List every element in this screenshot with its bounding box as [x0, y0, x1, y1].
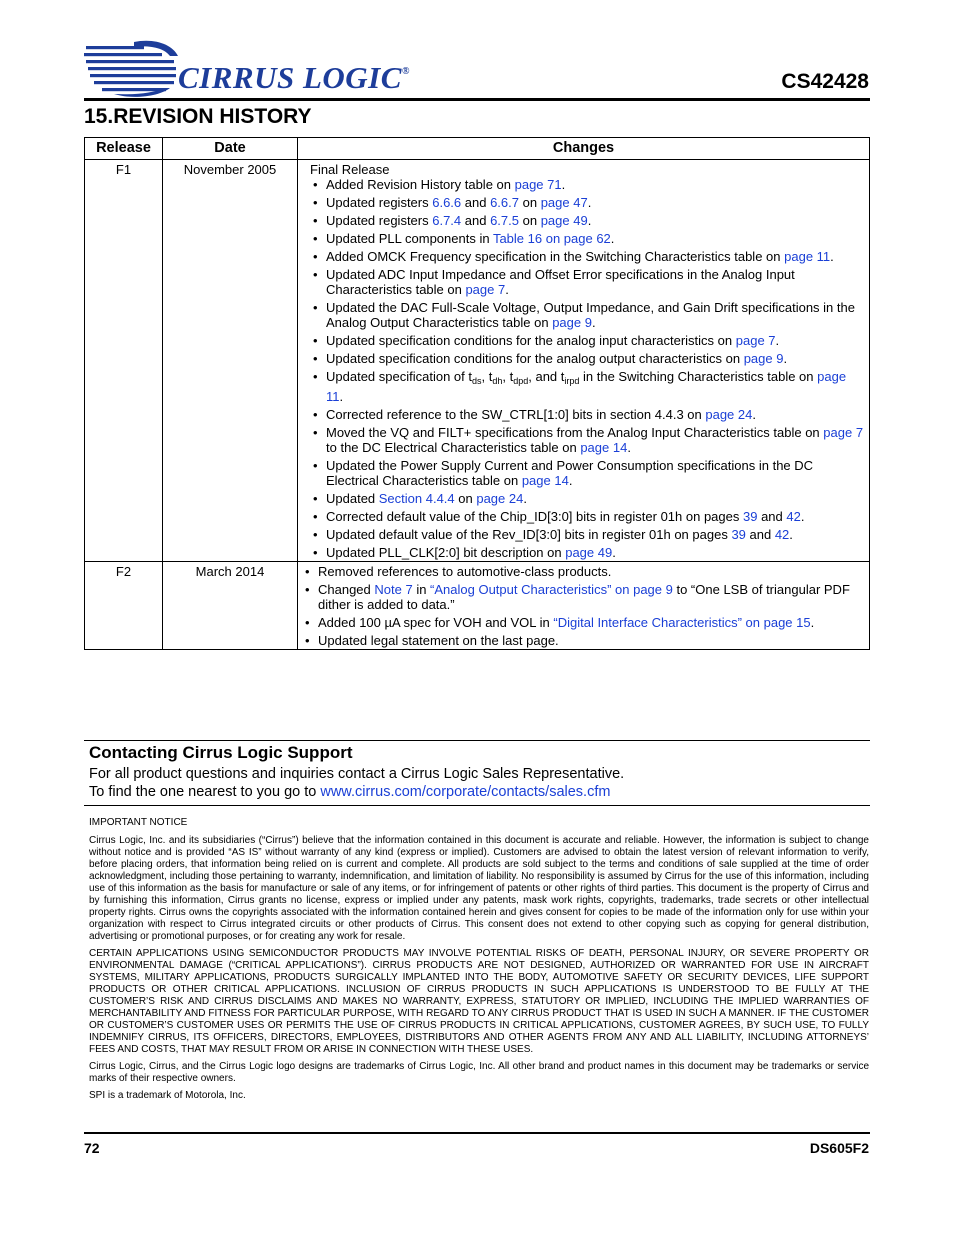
- date-cell: March 2014: [163, 562, 298, 650]
- change-item: • Updated PLL components in Table 16 on page 62.: [310, 231, 865, 246]
- col-header-release: Release: [85, 138, 163, 160]
- release-cell: F1: [85, 160, 163, 562]
- page-link[interactable]: page 71: [514, 177, 562, 192]
- section-link[interactable]: Section 4.4.4: [378, 491, 455, 506]
- change-item: • Removed references to automotive-class products.: [302, 564, 865, 579]
- legal-paragraph: CERTAIN APPLICATIONS USING SEMICONDUCTOR PRODUCTS MAY INVOLVE POTENTIAL RISKS OF DEATH, PERSONAL INJURY, OR SEVERE PROPERTY OR ENVIRONMENTAL DAMAGE (“CRITICAL APPLICATIONS”). CIRRUS PRODUCTS ARE NOT DESIGNED, AUTHORIZED OR WARRANTED FOR USE IN AIRCRAFT SYSTEMS, MILITARY APPLICATIONS, PRODUCTS SURGICALLY IMPLANTED INTO THE BODY, AUTOMOTIVE SAFETY OR SECURITY DEVICES, LIFE SUPPORT PRODUCTS OR OTHER CRITICAL APPLICATIONS. INCLUSION OF CIRRUS PRODUCTS IN SUCH APPLICATIONS IS UNDERSTOOD TO BE FULLY AT THE CUSTOMER’S RISK AND CIRRUS DISCLAIMS AND MAKES NO WARRANTY, EXPRESS, STATUTORY OR IMPLIED, INCLUDING THE IMPLIED WARRANTIES OF MERCHANTABILITY AND FITNESS FOR PARTICULAR PURPOSE, WITH REGARD TO ANY CIRRUS PRODUCT THAT IS USED IN SUCH A MANNER. IF THE CUSTOMER OR CUSTOMER’S CUSTOMER USES OR PERMITS THE USE OF CIRRUS PRODUCTS IN CRITICAL APPLICATIONS, CUSTOMER AGREES, BY SUCH USE, TO FULLY INDEMNIFY CIRRUS, ITS OFFICERS, DIRECTORS, EMPLOYEES, DISTRIBUTORS AND OTHER AGENTS FROM ANY AND ALL LIABILITY, INCLUDING ATTORNEYS’ FEES AND COSTS, THAT MAY RESULT FROM OR ARISE IN CONNECTION WITH THESE USES.: [89, 948, 869, 1055]
- change-item: • Updated PLL_CLK[2:0] bit description on page 49.: [310, 545, 865, 560]
- section-title: 15.REVISION HISTORY: [84, 105, 312, 128]
- legal-notice: [89, 817, 869, 1107]
- change-item: • Added OMCK Frequency specification in the Switching Characteristics table on page 11.: [310, 249, 865, 264]
- header-rule: [84, 98, 870, 101]
- page-link[interactable]: page 9: [743, 351, 784, 366]
- page-link[interactable]: page 14: [580, 440, 628, 455]
- change-item: • Updated the Power Supply Current and Power Consumption specifications in the DC Electrical Characteristics table on page 14.: [310, 458, 865, 488]
- change-item: • Changed Note 7 in “Analog Output Characteristics” on page 9 to “One LSB of triangular PDF dither is added to data.”: [302, 582, 865, 612]
- support-contact-line: To find the one nearest to you go to www.cirrus.com/corporate/contacts/sales.cfm: [89, 784, 611, 800]
- section-link[interactable]: 6.6.6: [432, 195, 462, 210]
- col-header-date: Date: [163, 138, 298, 160]
- page-link[interactable]: page 9: [552, 315, 592, 330]
- change-item: • Updated registers 6.6.6 and 6.6.7 on page 47.: [310, 195, 865, 210]
- support-text: For all product questions and inquiries contact a Cirrus Logic Sales Representative.: [89, 766, 625, 782]
- page-number: 72: [84, 1140, 100, 1156]
- change-item: • Updated legal statement on the last page.: [302, 633, 865, 648]
- sales-contact-link[interactable]: www.cirrus.com/corporate/contacts/sales.cfm: [320, 784, 611, 800]
- legal-paragraph: SPI is a trademark of Motorola, Inc.: [89, 1090, 246, 1101]
- change-item: • Corrected default value of the Chip_ID[3:0] bits in register 01h on pages 39 and 42.: [310, 509, 865, 524]
- changes-intro: Final Release: [310, 162, 390, 177]
- change-item: • Updated default value of the Rev_ID[3:0] bits in register 01h on pages 39 and 42.: [310, 527, 865, 542]
- page-link[interactable]: 42: [786, 509, 801, 524]
- note-link[interactable]: Note 7: [374, 582, 413, 597]
- doc-code: CS42428: [781, 70, 869, 93]
- change-item: • Updated ADC Input Impedance and Offset Error specifications in the Analog Input Characteristics table on page 7.: [310, 267, 865, 297]
- table-row: [85, 562, 870, 650]
- logo-wordmark: CIRRUS LOGIC®: [178, 60, 410, 95]
- change-list: [310, 177, 865, 560]
- change-item: • Updated specification conditions for the analog input characteristics on page 7.: [310, 333, 865, 348]
- revision-table: [84, 137, 870, 650]
- table-row: [85, 160, 870, 562]
- page-link[interactable]: page 7: [735, 333, 776, 348]
- page-link[interactable]: page 11: [784, 249, 831, 264]
- page-link[interactable]: page 7: [465, 282, 506, 297]
- support-rule-bottom: [84, 805, 870, 806]
- page-link[interactable]: page 24: [705, 407, 753, 422]
- change-item: • Updated specification of $t_{ds}$, $t_{dh}$, $t_{dpd}$, and $t_{irpd}$ in the Switching Characteristics table on page 11.: [310, 369, 865, 404]
- changes-cell: [298, 562, 870, 650]
- change-item: • Updated the DAC Full-Scale Voltage, Output Impedance, and Gain Drift specifications in the Analog Output Characteristics table on page 9.: [310, 300, 865, 330]
- change-item: • Moved the VQ and FILT+ specifications from the Analog Input Characteristics table on page 7 to the DC Electrical Characteristics table on page 14.: [310, 425, 865, 455]
- page-link[interactable]: page 7: [823, 425, 864, 440]
- section-link[interactable]: “Analog Output Characteristics” on page 9: [430, 582, 673, 597]
- section-link[interactable]: “Digital Interface Characteristics” on page 15: [553, 615, 811, 630]
- change-item: • Updated Section 4.4.4 on page 24.: [310, 491, 865, 506]
- page-link[interactable]: page 47: [540, 195, 588, 210]
- support-rule-top: [84, 740, 870, 741]
- changes-cell: [298, 160, 870, 562]
- section-link[interactable]: 6.7.4: [432, 213, 462, 228]
- page-link[interactable]: page 14: [521, 473, 569, 488]
- change-item: • Updated specification conditions for the analog output characteristics on page 9.: [310, 351, 865, 366]
- page-link[interactable]: 42: [774, 527, 790, 542]
- page-link[interactable]: 39: [731, 527, 746, 542]
- section-link[interactable]: 6.7.5: [490, 213, 519, 228]
- support-title: Contacting Cirrus Logic Support: [89, 743, 353, 762]
- table-header-row: [85, 138, 870, 160]
- change-item: • Added Revision History table on page 71.: [310, 177, 865, 192]
- table-link[interactable]: Table 16 on page 62: [492, 231, 611, 246]
- date-cell: November 2005: [163, 160, 298, 562]
- legal-paragraph: Cirrus Logic, Inc. and its subsidiaries (“Cirrus”) believe that the information contained in this document is accurate and reliable. However, the information is subject to change without notice and is provided “AS IS” without warranty of any kind (express or implied). Customers are advised to obtain the latest version of relevant information to verify, before placing orders, that information being relied on is current and complete. All products are sold subject to the terms and conditions of sale supplied at the time of order acknowledgment, including those pertaining to warranty, indemnification, and limitation of liability. No responsibility is assumed by Cirrus for the use of this information, including use of this information as the basis for manufacture or sale of any items, or for infringement of patents or other rights of third parties. This document is the property of Cirrus and by furnishing this information, Cirrus grants no license, express or implied under any patents, mask work rights, copyrights, trademarks, trade secrets or other intellectual property rights. Cirrus owns the copyrights associated with the information contained herein and gives consent for copies to be made of the information only for use within your organization with respect to Cirrus integrated circuits or other products of Cirrus. This consent does not extend to other copying such as copying for general distribution, advertising or promotional purposes, or for creating any work for resale.: [89, 835, 869, 942]
- doc-id: DS605F2: [809, 1140, 869, 1156]
- col-header-changes: Changes: [298, 138, 870, 160]
- change-list: [302, 564, 865, 648]
- legal-paragraph: Cirrus Logic, Cirrus, and the Cirrus Logic logo designs are trademarks of Cirrus Logic, Inc. All other brand and product names in this document may be trademarks or service marks of their respective owners.: [89, 1061, 869, 1084]
- page-link[interactable]: 39: [742, 509, 758, 524]
- page-link[interactable]: page 24: [476, 491, 524, 506]
- section-link[interactable]: 6.6.7: [490, 195, 519, 210]
- page-link[interactable]: page 11: [326, 369, 847, 404]
- footer-rule: [84, 1132, 870, 1134]
- page-link[interactable]: page 49: [565, 545, 613, 560]
- page-link[interactable]: page 49: [540, 213, 588, 228]
- release-cell: F2: [85, 562, 163, 650]
- legal-heading: IMPORTANT NOTICE: [89, 817, 188, 828]
- change-item: • Corrected reference to the SW_CTRL[1:0] bits in section 4.4.3 on page 24.: [310, 407, 865, 422]
- change-item: • Updated registers 6.7.4 and 6.7.5 on page 49.: [310, 213, 865, 228]
- change-item: • Added 100 µA spec for VOH and VOL in “Digital Interface Characteristics” on page 15.: [302, 615, 865, 630]
